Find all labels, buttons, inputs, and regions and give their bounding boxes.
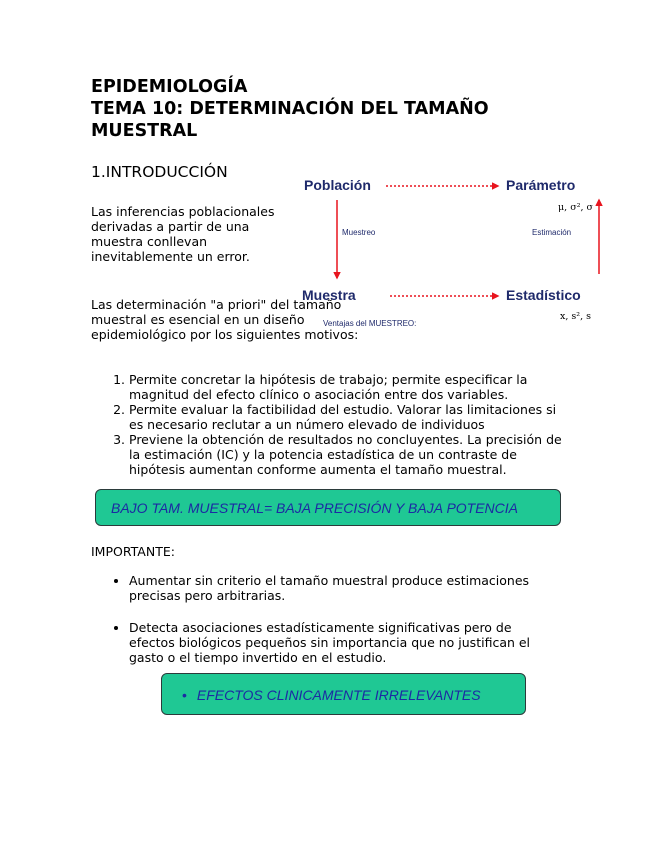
section-heading: 1.INTRODUCCIÓN — [91, 163, 228, 181]
label-muestra: Muestra — [302, 287, 356, 303]
label-estadistico: Estadístico — [506, 287, 581, 303]
list-item: 2. Permite evaluar la factibilidad del estudio. Valorar las limitaciones si es necesario reclutar a un número elevado de individuos — [129, 402, 569, 432]
bullet-glyph: • — [182, 687, 187, 703]
title-line-2: TEMA 10: DETERMINACIÓN DEL TAMAÑO — [91, 99, 489, 119]
highlight-text: BAJO TAM. MUESTRAL= BAJA PRECISIÓN Y BAJA POTENCIA — [111, 500, 519, 516]
highlight-box-low-sample — [95, 489, 561, 526]
label-estimacion: Estimación — [532, 228, 572, 237]
label-poblacion: Población — [304, 177, 371, 193]
list-item: 3. Previene la obtención de resultados no concluyentes. La precisión de la estimación (IC) y la potencia estadística de un contraste de hipótesis aumentan conforme aumenta el tamaño muestral. — [129, 432, 569, 477]
list-item: • Aumentar sin criterio el tamaño muestral produce estimaciones precisas pero arbitrarias. — [129, 573, 559, 603]
title-line-1: EPIDEMIOLOGÍA — [91, 77, 248, 97]
list-item: 1. Permite concretar la hipótesis de trabajo; permite especificar la magnitud del efecto clínico o asociación entre dos variables. — [129, 372, 569, 402]
important-label: IMPORTANTE: — [91, 544, 175, 559]
parameter-symbols: μ, σ², σ — [558, 202, 594, 213]
document-title — [91, 76, 489, 142]
intro-paragraph-2: Las determinación "a priori" del tamaño muestral es esencial en un diseño epidemiológico por los siguientes motivos: — [91, 297, 359, 342]
statistic-symbols: x, s², s — [560, 311, 591, 322]
label-parametro: Parámetro — [506, 177, 576, 193]
highlight-text: EFECTOS CLINICAMENTE IRRELEVANTES — [196, 687, 481, 703]
label-ventajas: Ventajas del MUESTREO: — [323, 319, 417, 328]
list-item: • Detecta asociaciones estadísticamente significativas pero de efectos biológicos pequeños sin importancia que no justifican el gasto o el tiempo invertido en el estudio. — [129, 620, 559, 665]
highlight-box-irrelevant-effects — [161, 673, 526, 715]
important-notes-list — [129, 573, 559, 682]
label-muestreo: Muestreo — [342, 228, 376, 237]
reasons-list — [129, 372, 569, 477]
title-line-3: MUESTRAL — [91, 121, 198, 141]
intro-paragraph-1: Las inferencias poblacionales derivadas a partir de una muestra conllevan inevitablemente un error. — [91, 204, 275, 264]
